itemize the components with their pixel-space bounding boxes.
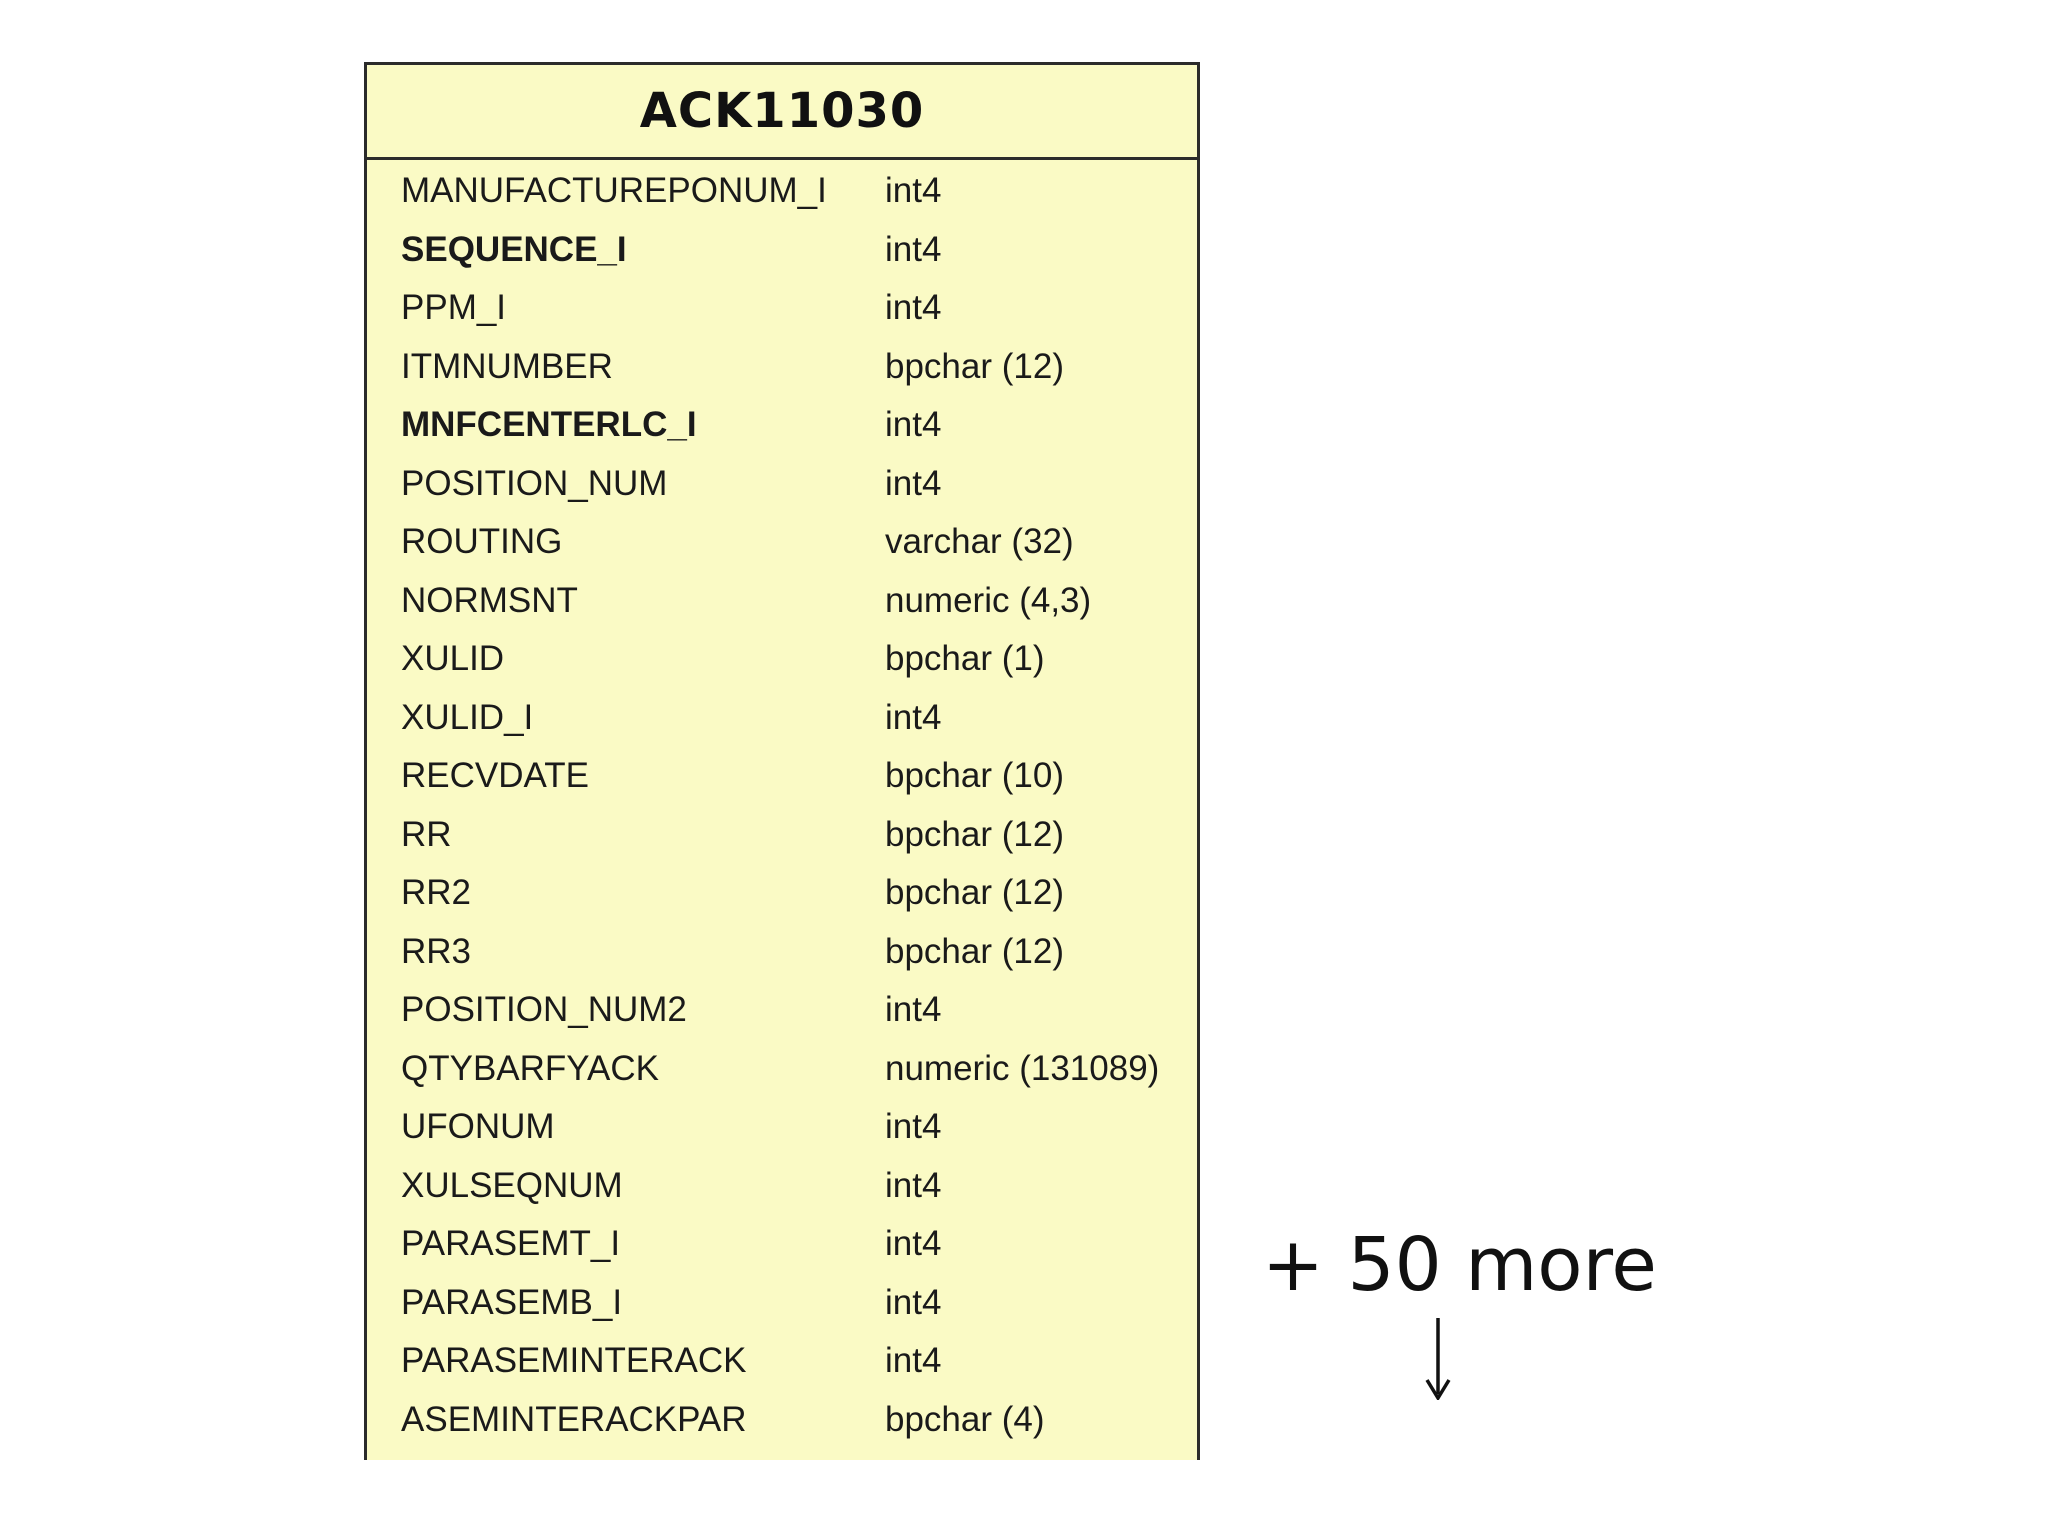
column-name: XULID — [401, 639, 505, 678]
table-row — [367, 923, 1197, 982]
column-name: UFONUM — [401, 1107, 555, 1146]
table-row — [367, 513, 1197, 572]
table-row — [367, 221, 1197, 280]
column-type: int4 — [885, 1282, 942, 1322]
table-row — [367, 396, 1197, 455]
column-list — [367, 162, 1197, 1449]
table-row — [367, 455, 1197, 514]
column-type: int4 — [885, 463, 942, 503]
column-name: SEQUENCE_I — [401, 229, 627, 269]
table-row — [367, 162, 1197, 221]
table-row — [367, 1274, 1197, 1333]
table-row — [367, 1098, 1197, 1157]
table-title: ACK11030 — [639, 83, 925, 139]
table-row — [367, 1157, 1197, 1216]
column-type: numeric (4,3) — [885, 580, 1092, 620]
column-name: ASEMINTERACKPAR — [401, 1399, 747, 1439]
column-type: bpchar (1) — [885, 639, 1045, 678]
entity-table — [364, 62, 1200, 1460]
column-type: bpchar (12) — [885, 814, 1064, 854]
table-row — [367, 279, 1197, 338]
column-type: bpchar (10) — [885, 756, 1064, 795]
column-name: PPM_I — [401, 288, 507, 327]
column-type: bpchar (12) — [885, 873, 1064, 912]
column-name: PARASEMB_I — [401, 1282, 623, 1322]
column-name: NORMSNT — [401, 580, 578, 620]
table-row — [367, 747, 1197, 806]
column-name: MNFCENTERLC_I — [401, 405, 697, 444]
table-row — [367, 1391, 1197, 1450]
column-name: POSITION_NUM — [401, 463, 668, 503]
table-row — [367, 689, 1197, 748]
column-name: XULID_I — [401, 697, 534, 737]
column-name: RR — [401, 814, 452, 854]
column-type: int4 — [885, 405, 942, 444]
table-row — [367, 572, 1197, 631]
column-type: bpchar (4) — [885, 1399, 1045, 1439]
table-row — [367, 338, 1197, 397]
column-type: int4 — [885, 1107, 942, 1146]
column-name: QTYBARFYACK — [401, 1048, 660, 1088]
column-name: PARASEMT_I — [401, 1224, 621, 1263]
table-row — [367, 981, 1197, 1040]
column-type: bpchar (12) — [885, 346, 1064, 386]
column-name: RR3 — [401, 931, 472, 971]
arrow-down-icon — [1424, 1318, 1452, 1400]
table-row — [367, 630, 1197, 689]
column-type: int4 — [885, 990, 942, 1029]
column-type: varchar (32) — [885, 522, 1074, 561]
column-type: int4 — [885, 1341, 942, 1380]
table-row — [367, 1215, 1197, 1274]
column-name: PARASEMINTERACK — [401, 1341, 747, 1380]
column-name: RR2 — [401, 873, 472, 912]
column-name: MANUFACTUREPONUM_I — [401, 171, 827, 210]
column-type: int4 — [885, 697, 942, 737]
column-type: bpchar (12) — [885, 931, 1064, 971]
column-name: XULSEQNUM — [401, 1165, 623, 1205]
column-type: int4 — [885, 288, 942, 327]
column-type: int4 — [885, 229, 942, 269]
table-header — [367, 65, 1197, 160]
column-name: ROUTING — [401, 522, 563, 561]
table-row — [367, 1332, 1197, 1391]
column-type: int4 — [885, 171, 942, 210]
column-name: RECVDATE — [401, 756, 589, 795]
table-row — [367, 1040, 1197, 1099]
table-row — [367, 864, 1197, 923]
column-type: numeric (131089) — [885, 1048, 1160, 1088]
column-type: int4 — [885, 1165, 942, 1205]
column-name: POSITION_NUM2 — [401, 990, 687, 1029]
more-columns-note: + 50 more — [1262, 1222, 1657, 1308]
column-name: ITMNUMBER — [401, 346, 613, 386]
table-row — [367, 806, 1197, 865]
column-type: int4 — [885, 1224, 942, 1263]
